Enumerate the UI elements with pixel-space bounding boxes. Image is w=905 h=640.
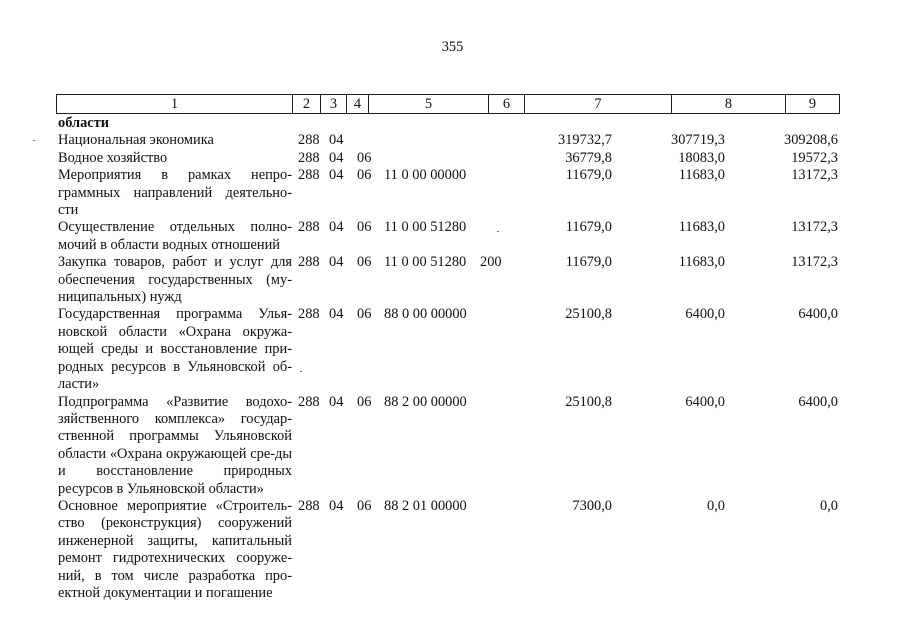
- cell-c2: 288: [298, 149, 320, 166]
- cell-c8: 11683,0: [678, 167, 725, 184]
- cell-c4: 06: [357, 219, 372, 236]
- header-cell-1: 1: [57, 95, 293, 113]
- cell-c2: 288: [298, 393, 320, 410]
- cell-c2: 288: [298, 132, 320, 149]
- cell-c8: 11683,0: [678, 254, 725, 271]
- cell-c4: 06: [357, 254, 372, 271]
- table-row: [0, 254, 905, 306]
- cell-c5: 11 0 00 51280: [384, 254, 467, 271]
- cell-c2: 288: [298, 167, 320, 184]
- scan-speck: [33, 140, 35, 141]
- header-cell-9: 9: [808, 96, 817, 112]
- table-row: [0, 306, 905, 393]
- cell-c4: 06: [357, 306, 372, 323]
- cell-c3: 04: [329, 132, 344, 149]
- cell-c6: 200: [480, 254, 502, 271]
- row-name: Национальная экономика: [58, 132, 214, 149]
- row-name: области: [58, 115, 110, 131]
- table-row: [0, 167, 905, 219]
- scan-speck: [497, 231, 499, 232]
- cell-c2: 288: [298, 219, 320, 236]
- cell-c5: 88 0 00 00000: [384, 306, 467, 323]
- row-name: Подпрограмма «Развитие водохо-зяйственного комплекса» государ-ственной программы Ульяновской области «Охрана окружающей сре-ды и восстановление природных ресурсов в Ульяновской области»: [58, 393, 292, 497]
- table-body: [0, 115, 905, 602]
- cell-c5: 11 0 00 51280: [384, 219, 467, 236]
- header-cell-8: 8: [672, 95, 786, 113]
- cell-c2: 288: [298, 254, 320, 271]
- cell-c3: 04: [329, 149, 344, 166]
- scan-speck: [300, 371, 302, 372]
- cell-c7: 11679,0: [565, 219, 612, 236]
- table-row: [0, 498, 905, 602]
- cell-c8: 6400,0: [685, 306, 725, 323]
- table-row: [0, 115, 905, 132]
- cell-c8: 6400,0: [685, 393, 725, 410]
- cell-c7: 25100,8: [565, 393, 612, 410]
- cell-c5: 11 0 00 00000: [384, 167, 467, 184]
- cell-c7: 11679,0: [565, 167, 612, 184]
- cell-c3: 04: [329, 219, 344, 236]
- cell-c7: 36779,8: [565, 149, 612, 166]
- cell-c9: 6400,0: [798, 393, 838, 410]
- cell-c7: 319732,7: [558, 132, 612, 149]
- cell-c4: 06: [357, 497, 372, 514]
- header-cell-3: 3: [321, 95, 347, 113]
- cell-c3: 04: [329, 393, 344, 410]
- cell-c3: 04: [329, 497, 344, 514]
- cell-c7: 7300,0: [572, 497, 612, 514]
- cell-c8: 307719,3: [671, 132, 725, 149]
- cell-c2: 288: [298, 306, 320, 323]
- cell-c8: 18083,0: [678, 149, 725, 166]
- table-row: [0, 219, 905, 254]
- cell-c9: 309208,6: [784, 132, 838, 149]
- header-cell-4: 4: [347, 95, 369, 113]
- cell-c4: 06: [357, 393, 372, 410]
- header-cell-5: 5: [369, 95, 489, 113]
- cell-c5: 88 2 01 00000: [384, 497, 467, 514]
- table-row: [0, 132, 905, 149]
- row-name: Мероприятия в рамках непро-граммных направлений деятельно-сти: [58, 167, 292, 219]
- header-cell-6: 6: [489, 95, 525, 113]
- cell-c2: 288: [298, 497, 320, 514]
- cell-c9: 19572,3: [791, 149, 838, 166]
- header-cell-7: 7: [525, 95, 672, 113]
- row-name: Государственная программа Улья-новской области «Охрана окружа-ющей среды и восстановление при-родных ресурсов в Ульяновской об-ласти»: [58, 306, 292, 393]
- cell-c9: 13172,3: [791, 254, 838, 271]
- cell-c9: 0,0: [820, 497, 838, 514]
- row-name: Водное хозяйство: [58, 149, 168, 166]
- cell-c7: 11679,0: [565, 254, 612, 271]
- cell-c4: 06: [357, 167, 372, 184]
- cell-c5: 88 2 00 00000: [384, 393, 467, 410]
- cell-c9: 6400,0: [798, 306, 838, 323]
- cell-c3: 04: [329, 167, 344, 184]
- cell-c7: 25100,8: [565, 306, 612, 323]
- table-header: [56, 94, 840, 114]
- header-cell-2: 2: [293, 95, 321, 113]
- cell-c9: 13172,3: [791, 167, 838, 184]
- row-name: Закупка товаров, работ и услуг для обеспечения государственных (му-ниципальных) нужд: [58, 254, 292, 306]
- cell-c8: 11683,0: [678, 219, 725, 236]
- row-name: Основное мероприятие «Строитель-ство (реконструкция) сооружений инженерной защиты, капитальный ремонт гидротехнических сооруже-ний, в том числе разработка про-ектной документации и погашение: [58, 497, 292, 601]
- cell-c9: 13172,3: [791, 219, 838, 236]
- cell-c8: 0,0: [707, 497, 725, 514]
- cell-c3: 04: [329, 306, 344, 323]
- cell-c3: 04: [329, 254, 344, 271]
- page-number: 355: [441, 39, 464, 55]
- table-row: [0, 150, 905, 167]
- row-name: Осуществление отдельных полно-мочий в области водных отношений: [58, 219, 292, 253]
- table-row: [0, 394, 905, 498]
- cell-c4: 06: [357, 149, 372, 166]
